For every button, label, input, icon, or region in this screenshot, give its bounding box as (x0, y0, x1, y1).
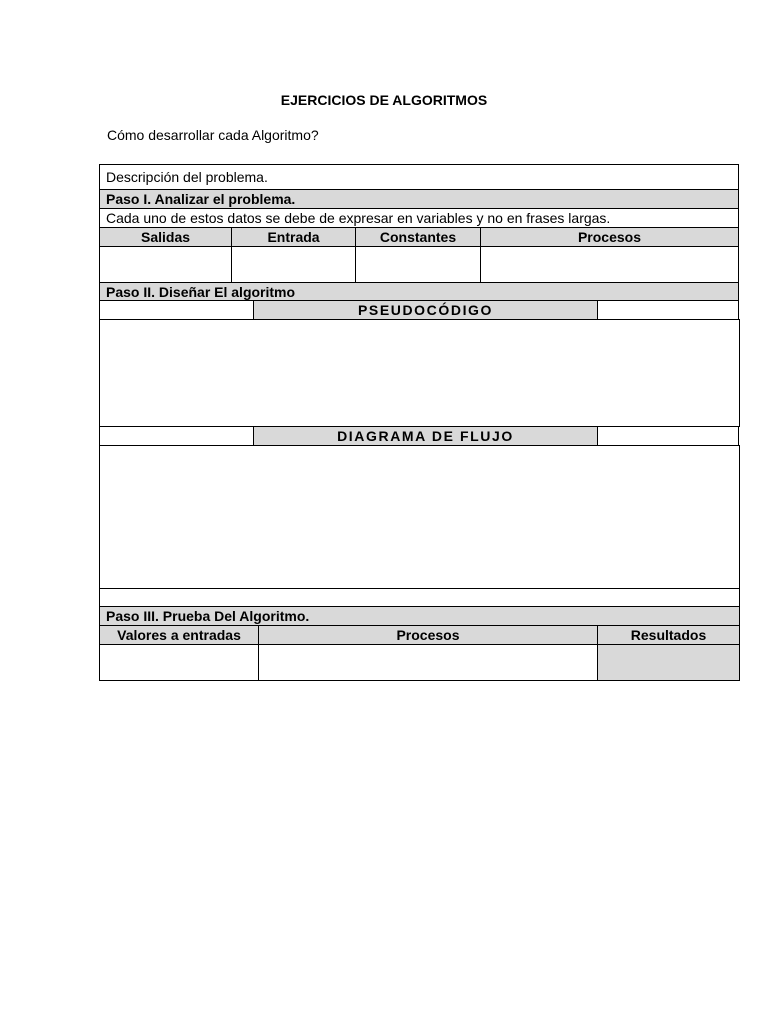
description-label: Descripción del problema. (106, 169, 268, 185)
resultados-input[interactable] (597, 644, 740, 681)
step1-title: Paso I. Analizar el problema. (99, 189, 739, 209)
pseudocode-header-left-spacer (99, 300, 254, 320)
flowchart-area[interactable] (99, 445, 740, 589)
flowchart-header-right-spacer (597, 426, 739, 446)
header-constantes: Constantes (355, 227, 481, 247)
page-title: EJERCICIOS DE ALGORITMOS (280, 92, 488, 108)
header-valores-entradas: Valores a entradas (99, 625, 259, 645)
entrada-input[interactable] (231, 246, 356, 283)
pseudocode-area[interactable] (99, 319, 740, 427)
step2-title: Paso II. Diseñar El algoritmo (99, 282, 739, 301)
pseudocode-header: PSEUDOCÓDIGO (253, 300, 598, 320)
flowchart-header: DIAGRAMA DE FLUJO (253, 426, 598, 446)
flowchart-bottom-row (99, 588, 740, 607)
pseudocode-header-right-spacer (597, 300, 739, 320)
header-entrada: Entrada (231, 227, 356, 247)
header-salidas: Salidas (99, 227, 232, 247)
constantes-input[interactable] (355, 246, 481, 283)
valores-entradas-input[interactable] (99, 644, 259, 681)
step3-title: Paso III. Prueba Del Algoritmo. (99, 606, 740, 626)
salidas-input[interactable] (99, 246, 232, 283)
page-subtitle: Cómo desarrollar cada Algoritmo? (107, 127, 319, 143)
step1-note: Cada uno de estos datos se debe de expresar en variables y no en frases largas. (99, 208, 739, 228)
header-resultados: Resultados (597, 625, 740, 645)
procesos-prueba-input[interactable] (258, 644, 598, 681)
header-procesos-prueba: Procesos (258, 625, 598, 645)
procesos-input[interactable] (480, 246, 739, 283)
flowchart-header-left-spacer (99, 426, 254, 446)
header-procesos: Procesos (480, 227, 739, 247)
description-field[interactable] (99, 164, 739, 190)
